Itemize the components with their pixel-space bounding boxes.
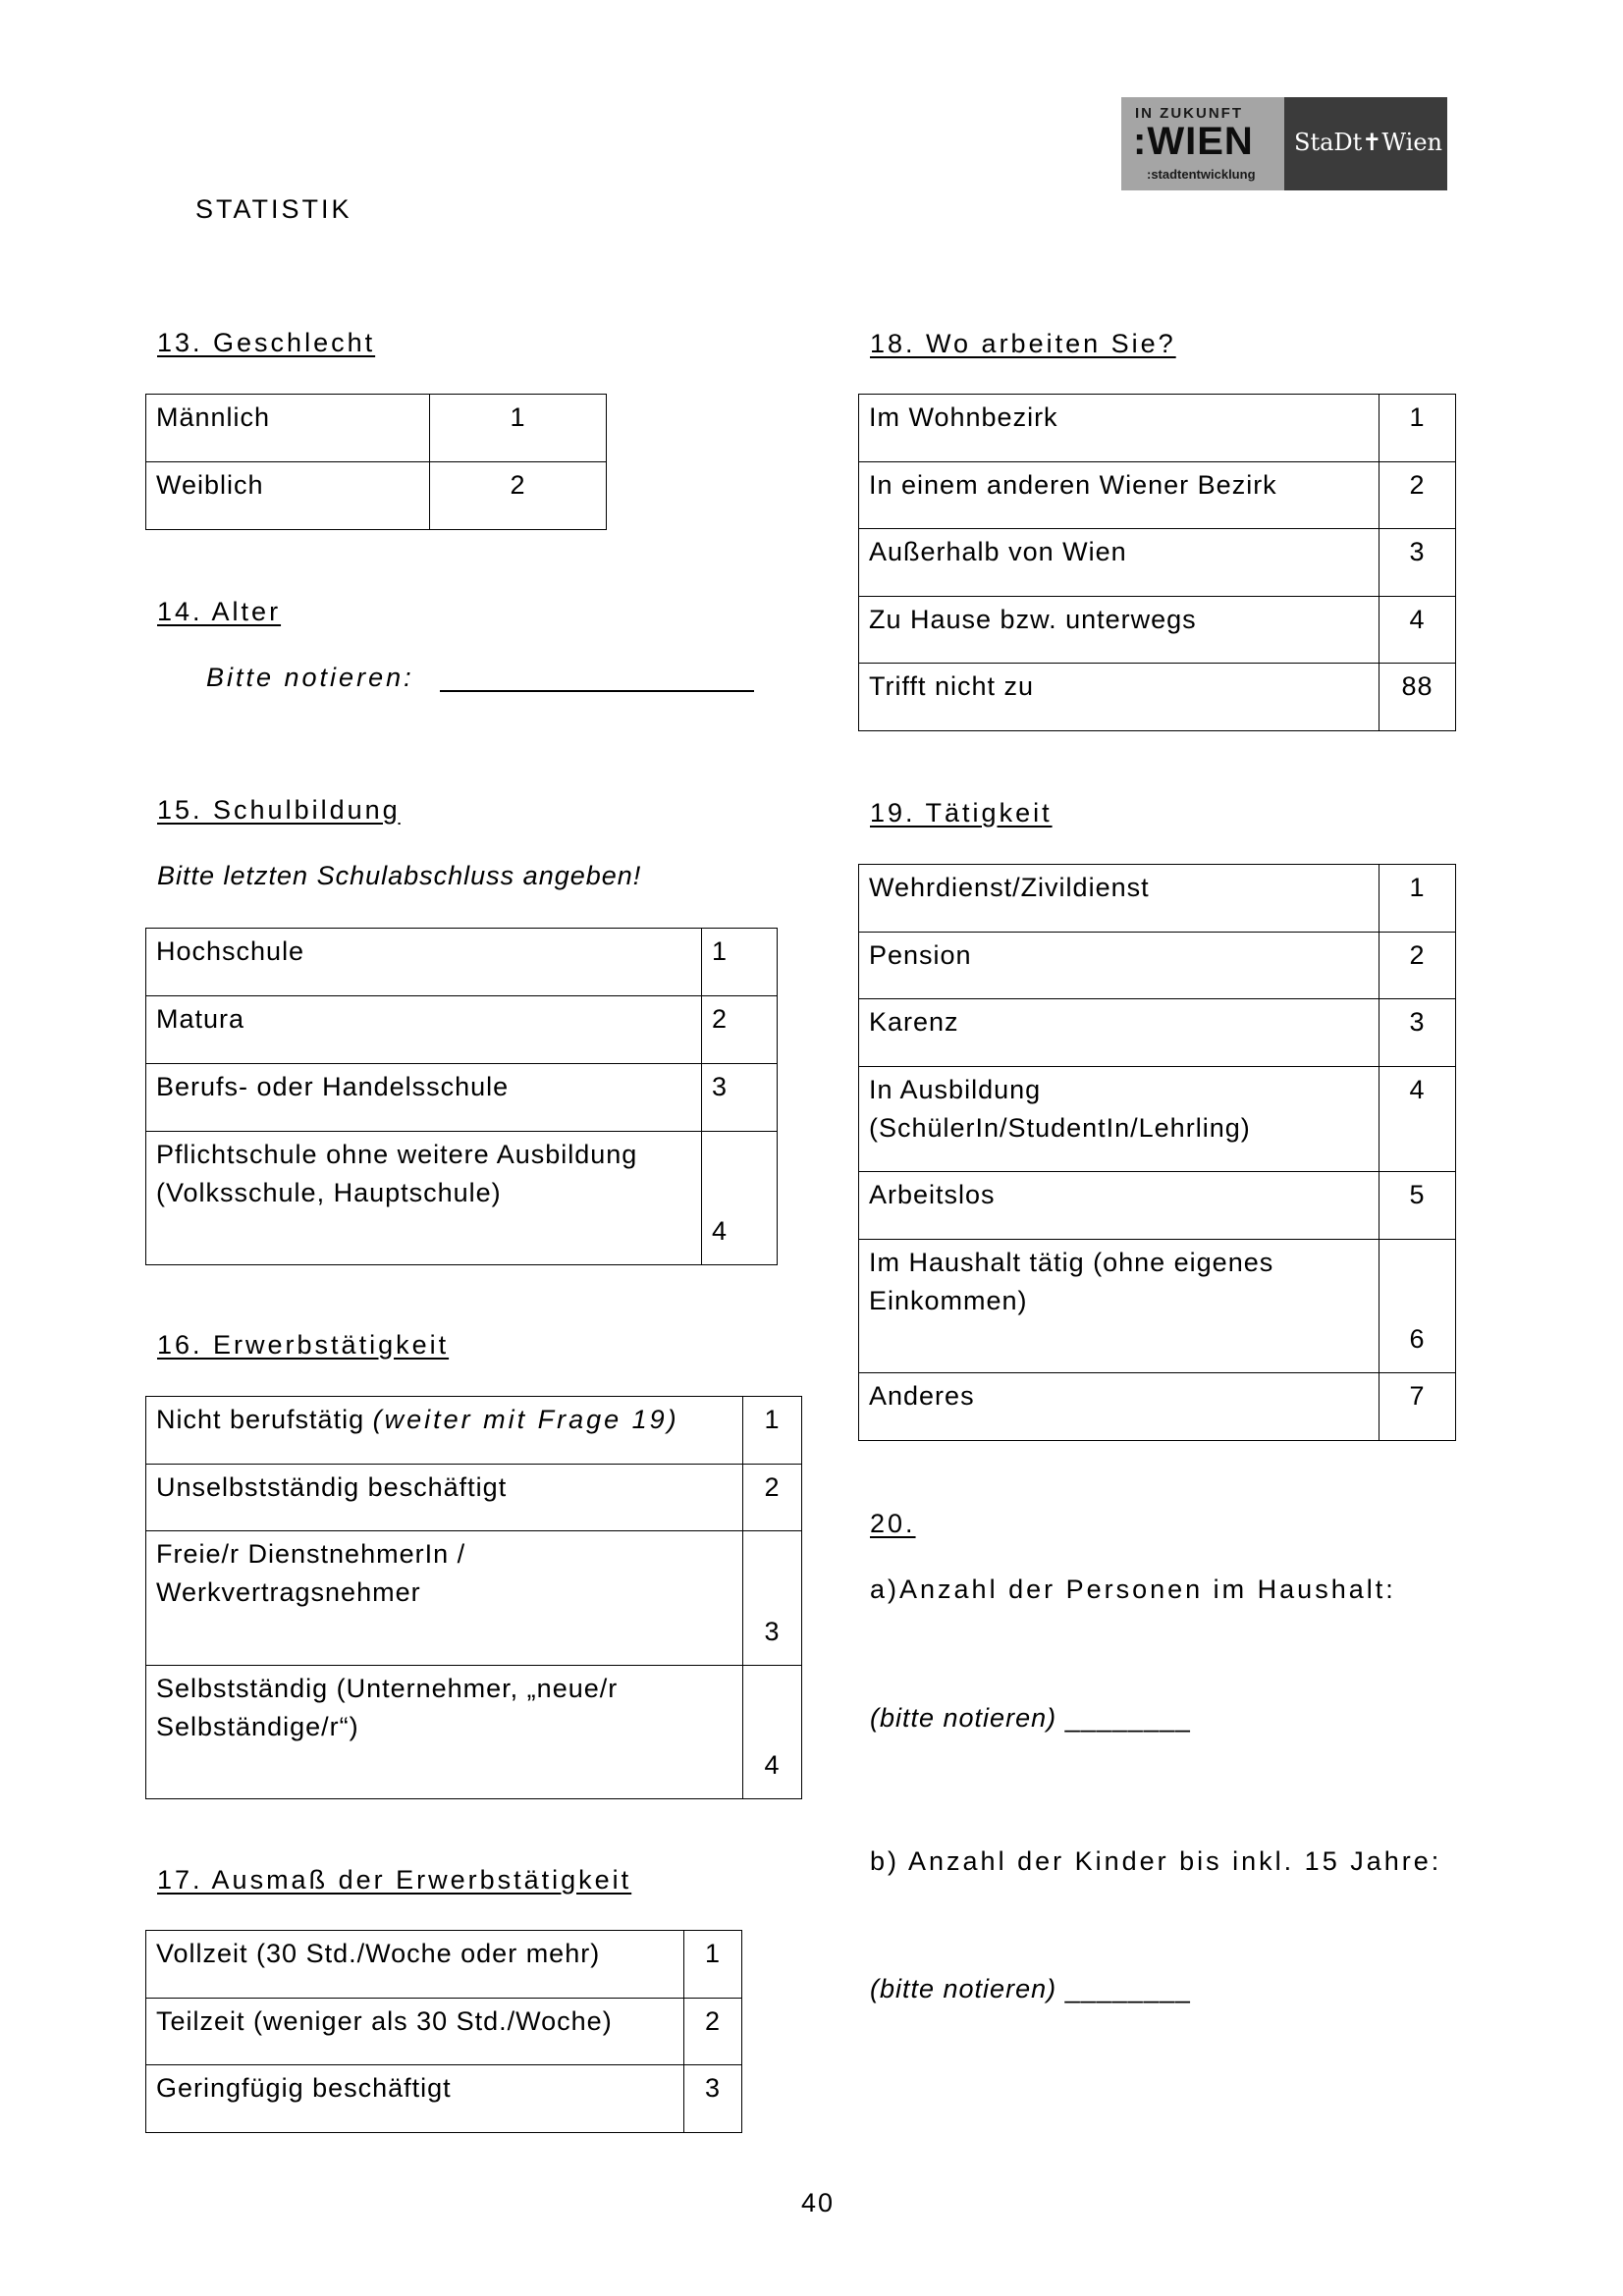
- option-code: 1: [743, 1397, 802, 1465]
- option-label: [146, 1666, 743, 1799]
- table-row: [859, 462, 1456, 529]
- option-code: 2: [1380, 933, 1456, 999]
- table-row: [859, 664, 1456, 731]
- q13-heading: 13. Geschlecht: [157, 328, 376, 357]
- option-code: 88: [1380, 664, 1456, 731]
- table-row: [859, 1172, 1456, 1240]
- option-label: Pension: [859, 933, 1380, 999]
- logo-sub-text: :stadtentwicklung: [1147, 167, 1256, 182]
- table-row: [146, 1931, 742, 1999]
- q14-note: Bitte notieren:: [206, 663, 414, 692]
- q20-b-blank[interactable]: ________: [1064, 1974, 1191, 2003]
- option-label: Trifft nicht zu: [859, 664, 1380, 731]
- q18-table: [858, 394, 1456, 731]
- table-row: [146, 929, 778, 996]
- option-label: [146, 1132, 702, 1265]
- q14-blank[interactable]: [440, 663, 754, 692]
- table-row: [146, 1666, 802, 1799]
- option-label: Zu Hause bzw. unterwegs: [859, 597, 1380, 664]
- option-label: Im Wohnbezirk: [859, 395, 1380, 462]
- table-row: [146, 395, 607, 462]
- option-code: 3: [1380, 529, 1456, 597]
- option-label-line: In Ausbildung: [869, 1075, 1042, 1104]
- table-row: [859, 999, 1456, 1067]
- q20-a-answer: [870, 1703, 1191, 1734]
- q17-table: [145, 1930, 742, 2133]
- page-number: 40: [801, 2188, 836, 2217]
- option-label: Teilzeit (weniger als 30 Std./Woche): [146, 1999, 684, 2065]
- option-label-line: Einkommen): [869, 1286, 1028, 1315]
- table-row: [859, 933, 1456, 999]
- option-code: 1: [702, 929, 778, 996]
- table-row: [859, 865, 1456, 933]
- option-label-line: Im Haushalt tätig (ohne eigenes: [869, 1248, 1274, 1277]
- option-code: 1: [430, 395, 607, 462]
- option-code: 5: [1380, 1172, 1456, 1240]
- table-row: [146, 1064, 778, 1132]
- option-code: 3: [702, 1064, 778, 1132]
- option-label: Hochschule: [146, 929, 702, 996]
- option-label: Berufs- oder Handelsschule: [146, 1064, 702, 1132]
- logo-main-text: :WIEN: [1133, 120, 1254, 163]
- option-label-line: Selbständige/r“): [156, 1712, 359, 1741]
- q15-table: [145, 928, 778, 1265]
- logo-stadtentwicklung: [1121, 97, 1284, 190]
- q20-a-label: a)Anzahl der Personen im Haushalt:: [870, 1575, 1396, 1604]
- option-code: 7: [1380, 1373, 1456, 1441]
- option-label: Arbeitslos: [859, 1172, 1380, 1240]
- q20-a-note: (bitte notieren): [870, 1703, 1057, 1733]
- q20-heading: 20.: [870, 1509, 916, 1538]
- q15-heading: 15. Schulbildung: [157, 795, 401, 825]
- table-row: [146, 1999, 742, 2065]
- option-label-note: (weiter mit Frage 19): [372, 1405, 679, 1434]
- option-label: Matura: [146, 996, 702, 1064]
- table-row: [146, 2065, 742, 2133]
- option-code: 1: [1380, 865, 1456, 933]
- table-row: [859, 529, 1456, 597]
- option-label: Männlich: [146, 395, 430, 462]
- table-row: [146, 1397, 802, 1465]
- option-code: 4: [743, 1666, 802, 1799]
- table-row: [859, 1240, 1456, 1373]
- option-code: 3: [1380, 999, 1456, 1067]
- option-label-line: (SchülerIn/StudentIn/Lehrling): [869, 1113, 1251, 1143]
- option-label: [146, 1397, 743, 1465]
- option-code: 4: [702, 1132, 778, 1265]
- option-code: 2: [684, 1999, 742, 2065]
- option-label-line: Freie/r DienstnehmerIn /: [156, 1539, 466, 1569]
- option-label-text: Nicht berufstätig: [156, 1405, 373, 1434]
- q19-table: [858, 864, 1456, 1441]
- table-row: [859, 1067, 1456, 1172]
- q18-heading: 18. Wo arbeiten Sie?: [870, 329, 1176, 358]
- option-label-line: (Volksschule, Hauptschule): [156, 1178, 502, 1207]
- q20-b-label: b) Anzahl der Kinder bis inkl. 15 Jahre:: [870, 1846, 1442, 1876]
- q17-heading: 17. Ausmaß der Erwerbstätigkeit: [157, 1865, 632, 1895]
- option-code: 6: [1380, 1240, 1456, 1373]
- q13-table: [145, 394, 607, 530]
- logo-top-text: IN ZUKUNFT: [1135, 105, 1243, 122]
- option-label: Außerhalb von Wien: [859, 529, 1380, 597]
- option-label: Geringfügig beschäftigt: [146, 2065, 684, 2133]
- option-label: Unselbstständig beschäftigt: [146, 1465, 743, 1531]
- option-label: Anderes: [859, 1373, 1380, 1441]
- option-code: 2: [1380, 462, 1456, 529]
- option-label: Vollzeit (30 Std./Woche oder mehr): [146, 1931, 684, 1999]
- option-label: [859, 1240, 1380, 1373]
- option-code: 4: [1380, 1067, 1456, 1172]
- q20-a-blank[interactable]: ________: [1064, 1703, 1191, 1733]
- option-label: Weiblich: [146, 462, 430, 530]
- q14-answer-line: [206, 663, 756, 693]
- wien-logo: [1121, 97, 1447, 190]
- table-row: [146, 462, 607, 530]
- q16-heading: 16. Erwerbstätigkeit: [157, 1330, 450, 1360]
- option-code: 2: [702, 996, 778, 1064]
- option-code: 1: [684, 1931, 742, 1999]
- table-row: [146, 1465, 802, 1531]
- option-code: 3: [684, 2065, 742, 2133]
- option-code: 2: [743, 1465, 802, 1531]
- q20-b-note: (bitte notieren): [870, 1974, 1057, 2003]
- option-label: In einem anderen Wiener Bezirk: [859, 462, 1380, 529]
- option-label-line: Selbstständig (Unternehmer, „neue/r: [156, 1674, 619, 1703]
- option-label: [146, 1531, 743, 1666]
- logo-right-text: StaDt✝Wien: [1294, 129, 1442, 156]
- table-row: [859, 395, 1456, 462]
- logo-stadt-wien: [1284, 97, 1447, 190]
- table-row: [859, 597, 1456, 664]
- table-row: [146, 996, 778, 1064]
- q20-b-answer: [870, 1974, 1191, 2004]
- q16-table: [145, 1396, 802, 1799]
- table-row: [859, 1373, 1456, 1441]
- page-title: STATISTIK: [195, 194, 352, 224]
- option-label-line: Werkvertragsnehmer: [156, 1577, 421, 1607]
- option-label: Wehrdienst/Zivildienst: [859, 865, 1380, 933]
- q14-heading: 14. Alter: [157, 597, 282, 626]
- option-code: 3: [743, 1531, 802, 1666]
- option-code: 1: [1380, 395, 1456, 462]
- q19-heading: 19. Tätigkeit: [870, 798, 1053, 828]
- option-label: [859, 1067, 1380, 1172]
- option-label: Karenz: [859, 999, 1380, 1067]
- option-code: 4: [1380, 597, 1456, 664]
- option-label-line: Pflichtschule ohne weitere Ausbildung: [156, 1140, 638, 1169]
- table-row: [146, 1132, 778, 1265]
- option-code: 2: [430, 462, 607, 530]
- q15-instruction: Bitte letzten Schulabschluss angeben!: [157, 861, 642, 890]
- table-row: [146, 1531, 802, 1666]
